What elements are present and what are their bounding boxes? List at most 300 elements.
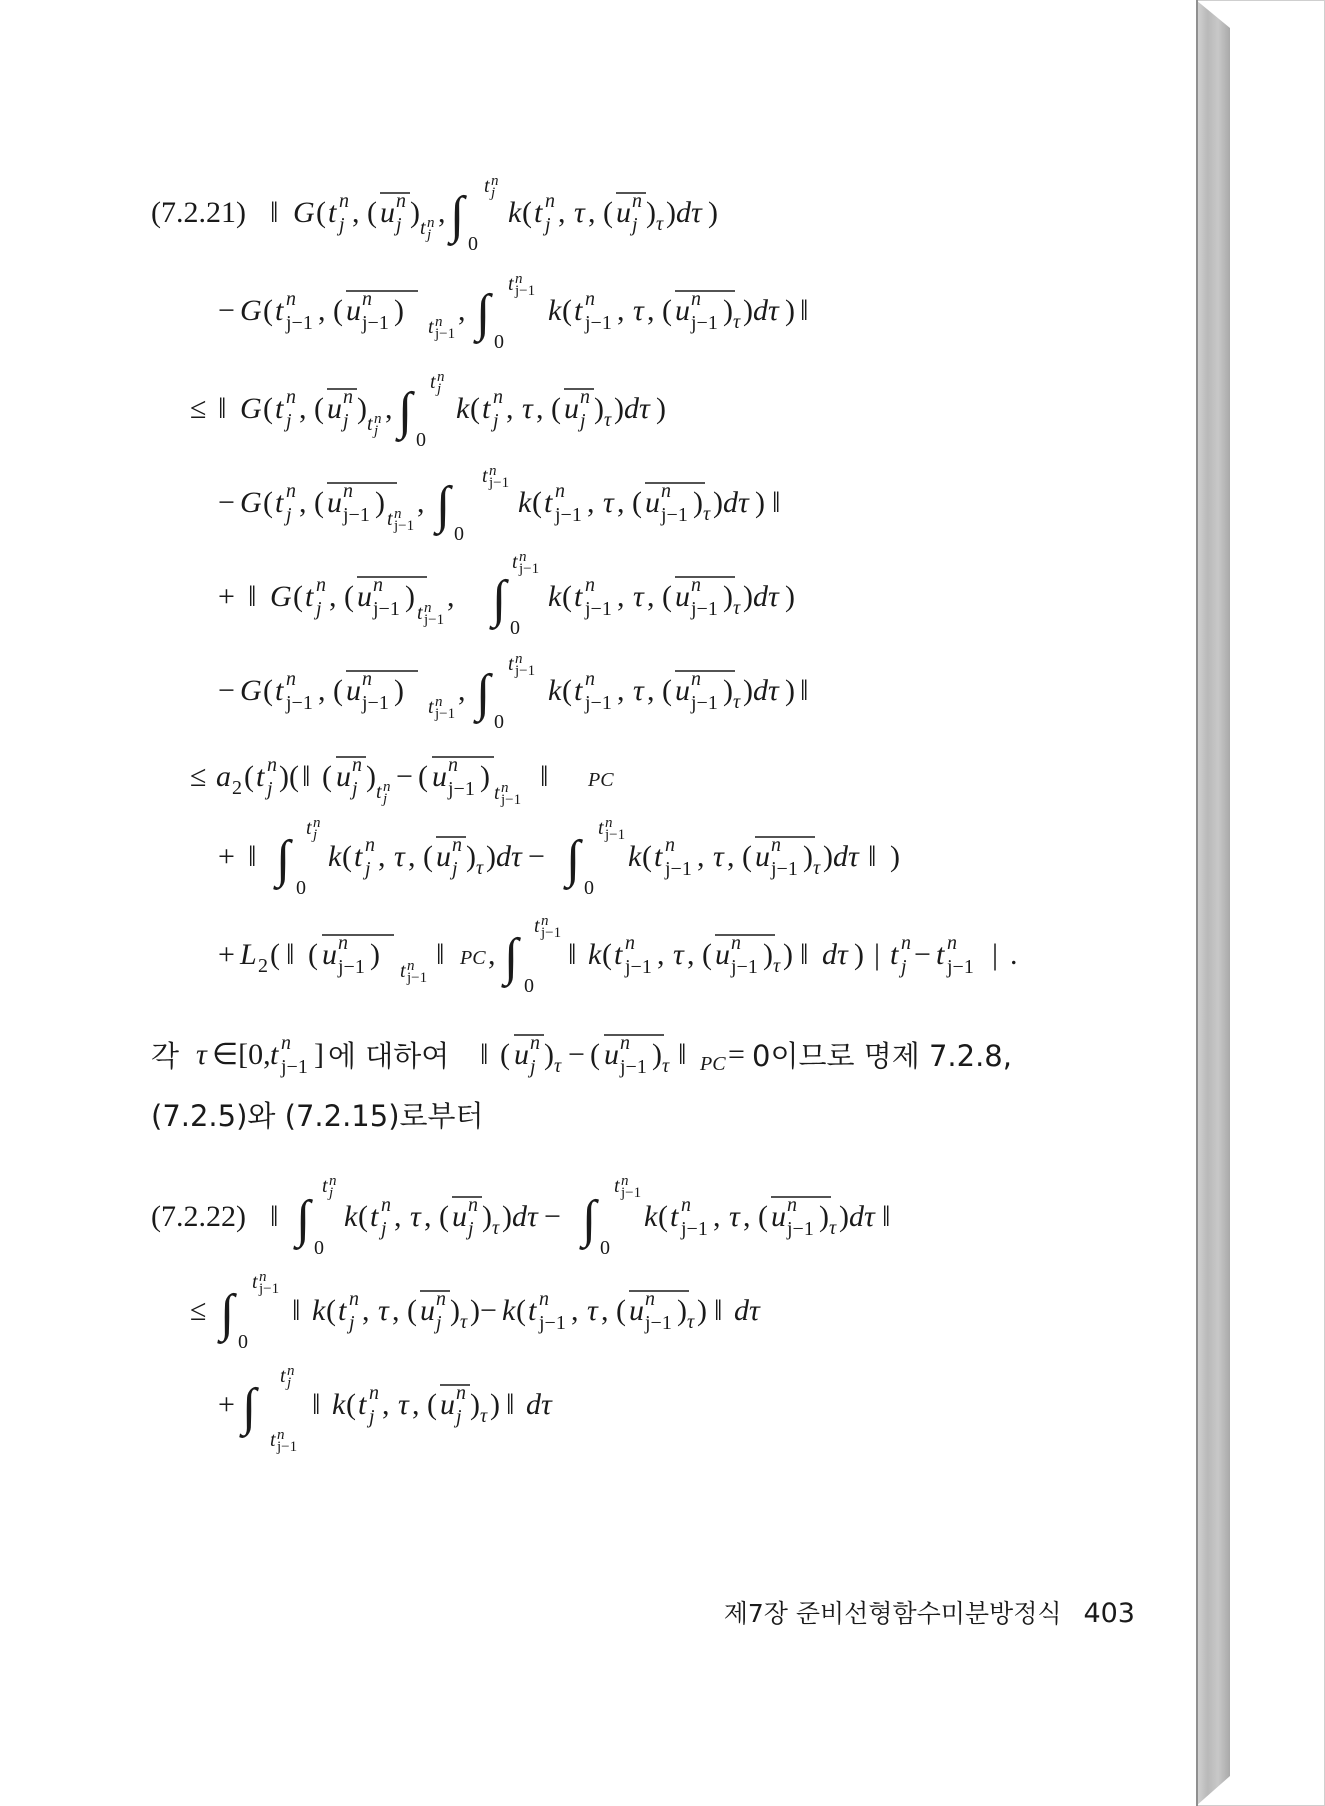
svg-text:j−1: j−1	[605, 827, 626, 843]
svg-text:j−1: j−1	[259, 1281, 280, 1297]
page-edge-shadow	[1196, 0, 1230, 1806]
paragraph-line-1-mid: 에 대하여	[328, 1039, 450, 1073]
svg-text:τ: τ	[554, 1055, 562, 1077]
svg-text:j−1: j−1	[343, 504, 370, 526]
svg-text:j: j	[437, 381, 442, 397]
paragraph-line-1-prefix: 각	[151, 1039, 180, 1073]
svg-text:dτ: dτ	[624, 392, 650, 425]
svg-text:(: (	[270, 938, 280, 971]
svg-text:t: t	[417, 602, 423, 624]
svg-text:u: u	[346, 674, 361, 707]
svg-text:j: j	[491, 185, 496, 201]
svg-text:): )	[614, 392, 624, 425]
svg-text:n: n	[541, 913, 549, 929]
svg-text:j: j	[369, 1406, 375, 1428]
svg-text:G: G	[240, 294, 262, 327]
eq-7-2-22-label: (7.2.22)	[151, 1200, 246, 1233]
svg-text:n: n	[343, 480, 353, 502]
svg-text:(: (	[522, 196, 532, 229]
svg-text:j−1: j−1	[539, 1312, 566, 1334]
svg-text:): )	[785, 674, 795, 707]
svg-text:τ: τ	[394, 840, 405, 873]
svg-text:): )	[890, 840, 900, 873]
svg-text:t: t	[270, 1429, 276, 1451]
svg-text:u: u	[771, 1200, 786, 1233]
svg-text:): )	[743, 294, 753, 327]
svg-text:u: u	[755, 840, 770, 873]
svg-text:): )	[470, 1388, 480, 1421]
svg-text:t: t	[484, 175, 490, 197]
svg-text:n: n	[452, 834, 462, 856]
svg-text:): )	[755, 486, 765, 519]
svg-text:τ: τ	[773, 955, 781, 977]
svg-text:n: n	[515, 271, 523, 287]
svg-text:, (: , (	[601, 1294, 626, 1327]
svg-text:(: (	[532, 486, 542, 519]
svg-text:∫: ∫	[450, 187, 465, 244]
svg-text:0: 0	[524, 975, 534, 997]
svg-text:j: j	[396, 214, 402, 236]
svg-text:‖: ‖	[868, 840, 877, 873]
svg-text:n: n	[691, 288, 701, 310]
svg-text:0: 0	[238, 1331, 248, 1353]
svg-text:j−1: j−1	[407, 970, 428, 986]
svg-text:n: n	[374, 411, 382, 427]
svg-text:u: u	[715, 938, 730, 971]
svg-text:t: t	[430, 371, 436, 393]
svg-text:): )	[394, 674, 404, 707]
svg-text:j−1: j−1	[435, 326, 456, 342]
svg-text:, (: , (	[412, 1388, 437, 1421]
svg-text:j−1: j−1	[681, 1218, 708, 1240]
svg-text:+: +	[218, 580, 235, 613]
svg-text:‖: ‖	[772, 486, 781, 519]
svg-text:∫: ∫	[436, 477, 451, 534]
svg-text:n: n	[947, 932, 957, 954]
svg-text:‖: ‖	[800, 674, 809, 707]
svg-text:t: t	[252, 1271, 258, 1293]
svg-text:j−1: j−1	[394, 518, 415, 534]
svg-text:, (: , (	[617, 486, 642, 519]
svg-text:n: n	[580, 386, 590, 408]
svg-text:≤: ≤	[190, 1294, 207, 1327]
svg-text:): )	[697, 1294, 707, 1327]
svg-text:G: G	[240, 392, 262, 425]
svg-text:u: u	[645, 486, 660, 519]
svg-text:G: G	[240, 486, 262, 519]
svg-text:,: ,	[617, 294, 625, 327]
svg-text:|: |	[992, 938, 999, 971]
svg-text:(: (	[346, 1388, 356, 1421]
svg-text:,: ,	[488, 938, 496, 971]
svg-text:j: j	[381, 1218, 387, 1240]
eq-7-2-21-line-3	[190, 369, 666, 451]
svg-text:): )	[480, 760, 490, 793]
svg-text:k: k	[508, 196, 522, 229]
svg-text:t: t	[544, 486, 553, 519]
svg-text:n: n	[286, 668, 296, 690]
svg-text:n: n	[456, 1382, 466, 1404]
svg-text:n: n	[519, 549, 527, 565]
svg-text:): )	[410, 196, 420, 229]
svg-text:): )	[357, 392, 367, 425]
svg-text:n: n	[530, 1032, 540, 1054]
svg-text:j: j	[287, 1375, 292, 1391]
svg-text:τ: τ	[633, 674, 644, 707]
svg-text:t: t	[428, 316, 434, 338]
svg-text:): )	[819, 1200, 829, 1233]
svg-text:(: (	[293, 580, 303, 613]
svg-text:j: j	[493, 410, 499, 432]
svg-text:(: (	[562, 674, 572, 707]
svg-text:τ: τ	[829, 1217, 837, 1239]
eq-7-2-21-line-6	[218, 651, 808, 733]
svg-text:u: u	[436, 840, 451, 873]
svg-text:n: n	[287, 1363, 295, 1379]
svg-text:): )	[743, 674, 753, 707]
svg-text:j: j	[452, 858, 458, 880]
svg-text:j: j	[313, 827, 318, 843]
svg-text:n: n	[277, 1427, 285, 1443]
svg-text:j: j	[343, 410, 349, 432]
svg-text:j: j	[352, 778, 358, 800]
svg-text:j−1: j−1	[338, 956, 365, 978]
svg-text:j−1: j−1	[362, 692, 389, 714]
svg-text:k: k	[328, 840, 342, 873]
eq-7-2-21-line-2	[218, 271, 808, 353]
svg-text:j−1: j−1	[621, 1185, 642, 1201]
svg-text:j−1: j−1	[625, 956, 652, 978]
svg-text:): )	[713, 486, 723, 519]
svg-text:τ: τ	[398, 1388, 409, 1421]
svg-text:j: j	[468, 1218, 474, 1240]
svg-text:dτ: dτ	[753, 580, 779, 613]
svg-text:,: ,	[458, 294, 466, 327]
svg-text:,: ,	[378, 840, 386, 873]
svg-text:, (: , (	[318, 674, 343, 707]
eq-7-2-21-line-8	[218, 815, 900, 899]
svg-text:|: |	[874, 938, 881, 971]
svg-text:(: (	[358, 1200, 368, 1233]
svg-text:n: n	[329, 1173, 337, 1189]
footer-chapter: 제7장 준비선형함수미분방정식	[723, 1599, 1062, 1628]
svg-text:τ: τ	[813, 857, 821, 879]
svg-text:0: 0	[416, 429, 426, 451]
svg-text:k: k	[456, 392, 470, 425]
svg-text:): )	[490, 1388, 500, 1421]
paragraph-line-2	[151, 1096, 1051, 1136]
svg-text:n: n	[501, 780, 509, 796]
svg-text:,: ,	[617, 674, 625, 707]
svg-text:dτ: dτ	[753, 674, 779, 707]
svg-text:n: n	[435, 694, 443, 710]
svg-text:(: (	[418, 760, 428, 793]
svg-text:−: −	[914, 938, 931, 971]
svg-text:u: u	[675, 294, 690, 327]
svg-text:j: j	[456, 1406, 462, 1428]
svg-text:‖: ‖	[270, 196, 279, 229]
svg-text:): )	[375, 486, 385, 519]
svg-text:): )	[803, 840, 813, 873]
svg-text:t: t	[574, 674, 583, 707]
svg-text:n: n	[621, 1173, 629, 1189]
svg-text:0: 0	[296, 877, 306, 899]
svg-text:‖: ‖	[302, 760, 311, 793]
svg-text:(: (	[322, 760, 332, 793]
svg-text:j: j	[383, 791, 388, 807]
svg-text:j−1: j−1	[373, 598, 400, 620]
svg-text:t: t	[275, 294, 284, 327]
svg-text:n: n	[352, 754, 362, 776]
svg-text:, (: , (	[424, 1200, 449, 1233]
svg-text:(: (	[263, 486, 273, 519]
svg-text:,: ,	[417, 486, 425, 519]
svg-text:n: n	[436, 1288, 446, 1310]
svg-text:j−1: j−1	[691, 598, 718, 620]
svg-text:τ: τ	[460, 1311, 468, 1333]
svg-text:,: ,	[447, 580, 455, 613]
svg-text:τ: τ	[480, 1405, 488, 1427]
svg-text:, (: , (	[647, 294, 672, 327]
svg-text:): )	[486, 840, 496, 873]
svg-text:t: t	[275, 674, 284, 707]
svg-text:−: −	[218, 486, 235, 519]
svg-text:,: ,	[657, 938, 665, 971]
svg-text:): )	[839, 1200, 849, 1233]
svg-text:j: j	[530, 1056, 536, 1078]
svg-text:j−1: j−1	[501, 792, 522, 808]
svg-text:(: (	[263, 294, 273, 327]
svg-text:n: n	[362, 668, 372, 690]
svg-text:, (: , (	[536, 392, 561, 425]
svg-text:PC: PC	[460, 947, 486, 969]
svg-text:t: t	[400, 960, 406, 982]
svg-text:): )	[693, 486, 703, 519]
svg-text:n: n	[787, 1194, 797, 1216]
svg-text:n: n	[620, 1032, 630, 1054]
svg-text:u: u	[604, 1038, 619, 1071]
svg-text:n: n	[286, 288, 296, 310]
svg-text:n: n	[313, 815, 321, 831]
svg-text:(: (	[602, 938, 612, 971]
svg-text:): )	[723, 674, 733, 707]
svg-text:n: n	[281, 1032, 291, 1054]
svg-text:dτ: dτ	[526, 1388, 552, 1421]
svg-text:k: k	[548, 294, 562, 327]
svg-text:j: j	[580, 410, 586, 432]
svg-text:2: 2	[258, 955, 268, 977]
svg-text:n: n	[585, 288, 595, 310]
svg-text:n: n	[286, 480, 296, 502]
svg-text:j−1: j−1	[665, 858, 692, 880]
svg-text:k: k	[332, 1388, 346, 1421]
svg-text:+: +	[218, 1388, 235, 1421]
svg-text:k: k	[518, 486, 532, 519]
svg-text:t: t	[322, 1175, 328, 1197]
svg-text:u: u	[675, 674, 690, 707]
svg-text:u: u	[357, 580, 372, 613]
svg-text:, (: , (	[299, 486, 324, 519]
svg-text:‖: ‖	[678, 1038, 687, 1071]
svg-text:, (: , (	[299, 392, 324, 425]
svg-text:u: u	[420, 1294, 435, 1327]
svg-text:∫: ∫	[566, 831, 581, 888]
svg-text:): )	[450, 1294, 460, 1327]
svg-text:, (: , (	[408, 840, 433, 873]
svg-text:‖: ‖	[270, 1200, 279, 1233]
svg-text:dτ: dτ	[753, 294, 779, 327]
svg-text:t: t	[376, 781, 382, 803]
svg-text:τ: τ	[703, 503, 711, 525]
svg-text:u: u	[346, 294, 361, 327]
svg-text:τ: τ	[729, 1200, 740, 1233]
svg-text:‖: ‖	[248, 840, 257, 873]
svg-text:j: j	[374, 423, 379, 439]
svg-text:)(: )(	[279, 760, 299, 793]
svg-text:n: n	[539, 1288, 549, 1310]
svg-text:): )	[854, 938, 864, 971]
svg-text:∫: ∫	[504, 929, 519, 986]
svg-text:j: j	[286, 504, 292, 526]
svg-text:n: n	[381, 1194, 391, 1216]
svg-text:k: k	[628, 840, 642, 873]
svg-text:j−1: j−1	[424, 612, 445, 628]
svg-text:t: t	[354, 840, 363, 873]
svg-text:n: n	[339, 190, 349, 212]
svg-text:n: n	[369, 1382, 379, 1404]
svg-text:u: u	[336, 760, 351, 793]
svg-text:u: u	[564, 392, 579, 425]
svg-text:τ: τ	[673, 938, 684, 971]
svg-text:u: u	[327, 486, 342, 519]
svg-text:): )	[666, 196, 676, 229]
svg-text:−: −	[218, 674, 235, 707]
svg-text:n: n	[731, 932, 741, 954]
svg-text:j: j	[545, 214, 551, 236]
svg-text:t: t	[614, 938, 623, 971]
svg-text:j−1: j−1	[489, 475, 510, 491]
svg-text:∫: ∫	[476, 665, 491, 722]
svg-text:τ: τ	[733, 691, 741, 713]
svg-text:u: u	[452, 1200, 467, 1233]
svg-text:(: (	[470, 392, 480, 425]
svg-text:t: t	[534, 196, 543, 229]
svg-text:j: j	[316, 598, 322, 620]
svg-text:(: (	[308, 938, 318, 971]
svg-text:, (: , (	[318, 294, 343, 327]
svg-text:n: n	[267, 754, 277, 776]
svg-text:,: ,	[506, 392, 514, 425]
svg-text:+: +	[218, 840, 235, 873]
svg-text:τ: τ	[733, 311, 741, 333]
svg-text:): )	[763, 938, 773, 971]
svg-text:,: ,	[394, 1200, 402, 1233]
svg-text:0: 0	[494, 331, 504, 353]
eq-7-2-21-line-7	[190, 754, 614, 808]
svg-text:(: (	[516, 1294, 526, 1327]
svg-text:k: k	[548, 674, 562, 707]
svg-text:‖: ‖	[292, 1294, 301, 1327]
svg-text:t: t	[275, 392, 284, 425]
svg-text:): )	[470, 1294, 480, 1327]
svg-text:]: ]	[314, 1038, 324, 1071]
svg-text:∫: ∫	[398, 383, 413, 440]
svg-text:n: n	[286, 386, 296, 408]
svg-text:=: =	[728, 1038, 745, 1071]
svg-text:n: n	[681, 1194, 691, 1216]
svg-text:j: j	[339, 214, 345, 236]
svg-text:): )	[652, 1038, 662, 1071]
svg-text:n: n	[448, 754, 458, 776]
svg-text:dτ: dτ	[723, 486, 749, 519]
svg-text:n: n	[396, 190, 406, 212]
svg-text:τ: τ	[492, 1217, 500, 1239]
svg-text:j−1: j−1	[645, 1312, 672, 1334]
svg-text:, (: , (	[727, 840, 752, 873]
svg-text:): )	[723, 294, 733, 327]
svg-text:n: n	[661, 480, 671, 502]
svg-text:j−1: j−1	[286, 312, 313, 334]
svg-text:‖: ‖	[568, 938, 577, 971]
svg-text:u: u	[440, 1388, 455, 1421]
svg-text:t: t	[367, 413, 373, 435]
svg-text:): )	[466, 840, 476, 873]
svg-text:n: n	[407, 958, 415, 974]
svg-text:(: (	[263, 674, 273, 707]
eq-7-2-22-line-1	[151, 1173, 890, 1259]
eq-7-2-21-line-4	[218, 463, 780, 545]
svg-text:k: k	[548, 580, 562, 613]
svg-text:τ: τ	[733, 597, 741, 619]
svg-text:τ: τ	[604, 409, 612, 431]
svg-text:0: 0	[468, 233, 478, 255]
svg-text:∫: ∫	[276, 831, 291, 888]
svg-text:j−1: j−1	[771, 858, 798, 880]
svg-text:k: k	[644, 1200, 658, 1233]
svg-text:t: t	[670, 1200, 679, 1233]
svg-text:τ: τ	[713, 840, 724, 873]
svg-text:u: u	[629, 1294, 644, 1327]
svg-text:G: G	[293, 196, 315, 229]
svg-text:t: t	[494, 782, 500, 804]
svg-text:j−1: j−1	[541, 925, 562, 941]
svg-text:n: n	[901, 932, 911, 954]
svg-text:j−1: j−1	[286, 692, 313, 714]
svg-text:, (: , (	[588, 196, 613, 229]
svg-text:t: t	[428, 696, 434, 718]
svg-text:j−1: j−1	[585, 312, 612, 334]
svg-text:t: t	[420, 217, 426, 239]
svg-text:k: k	[344, 1200, 358, 1233]
svg-text:j−1: j−1	[519, 561, 540, 577]
svg-text:dτ: dτ	[833, 840, 859, 873]
svg-text:t: t	[275, 486, 284, 519]
svg-text:t: t	[890, 938, 899, 971]
svg-text:τ: τ	[687, 1311, 695, 1333]
svg-text:j−1: j−1	[691, 692, 718, 714]
svg-text:‖: ‖	[714, 1294, 723, 1327]
svg-text:j−1: j−1	[691, 312, 718, 334]
svg-text:n: n	[394, 506, 402, 522]
svg-text:−: −	[568, 1038, 585, 1071]
svg-text:G: G	[270, 580, 292, 613]
svg-text:G: G	[240, 674, 262, 707]
svg-text:t: t	[482, 392, 491, 425]
svg-text:): )	[783, 938, 793, 971]
svg-text:j−1: j−1	[947, 956, 974, 978]
svg-text:(: (	[342, 840, 352, 873]
svg-text:j: j	[901, 956, 907, 978]
